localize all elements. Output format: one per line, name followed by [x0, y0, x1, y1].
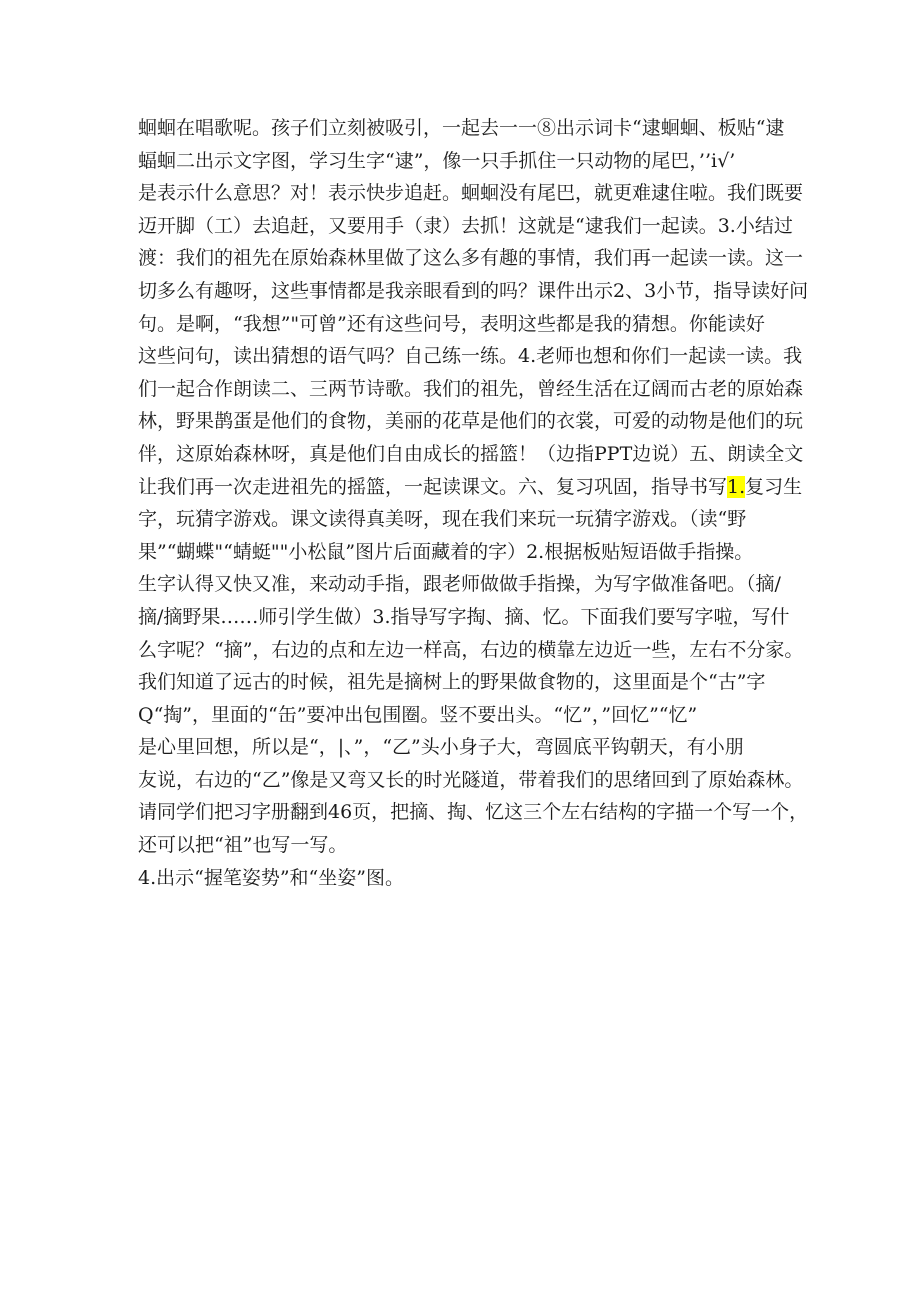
- text-line: 生字认得又快又准，来动动手指，跟老师做做手指操，为写字做准备吧。（摘/: [138, 573, 781, 596]
- text-line: 蝠蛔二出示文字图，学习生字“逮”，像一只手抓住一只动物的尾巴，’’ⅰ√’: [138, 149, 736, 172]
- text-line-with-highlight: [138, 471, 803, 504]
- text-line: 果”“蝴蝶"“蜻蜓""小松鼠”图片后面藏着的字）2.根据板贴短语做手指操。: [138, 540, 754, 563]
- text-line: 请同学们把习字册翻到46页，把摘、掏、忆这三个左右结构的字描一个写一个，: [138, 801, 809, 824]
- text-line: 是心里回想，所以是“，|、”，“乙”头小身子大，弯圆底平钩朝天，有小朋: [138, 736, 744, 759]
- text-line: 这些问句，读出猜想的语气吗？自己练一练。4.老师也想和你们一起读一读。我: [138, 345, 803, 368]
- text-line: 摘/摘野果……师引学生做）3.指导写字掏、摘、忆。下面我们要写字啦，写什: [138, 605, 790, 628]
- text-line: 么字呢？“摘”，右边的点和左边一样高，右边的横靠左边近一些，左右不分家。: [138, 638, 804, 661]
- text-line: 伴，这原始森林呀，真是他们自由成长的摇篮！（边指PPT边说）五、朗读全文: [138, 442, 804, 465]
- text-line: 林，野果鹊蛋是他们的食物，美丽的花草是他们的衣裳，可爱的动物是他们的玩: [138, 410, 804, 433]
- highlighted-text: 1.: [727, 475, 746, 498]
- text-segment: 复习生: [745, 475, 803, 498]
- text-line: 字，玩猜字游戏。课文读得真美呀，现在我们来玩一玩猜字游戏。（读“野: [138, 508, 747, 531]
- text-line: 切多么有趣呀，这些事情都是我亲眼看到的吗？课件出示2、3小节，指导读好问: [138, 279, 809, 302]
- text-line: 渡：我们的祖先在原始森林里做了这么多有趣的事情，我们再一起读一读。这一: [138, 247, 804, 270]
- text-line: 句。是啊，“我想”"可曾”还有这些问号，表明这些都是我的猜想。你能读好: [138, 312, 765, 335]
- text-line: 友说，右边的“乙”像是又弯又长的时光隧道，带着我们的思绪回到了原始森林。: [138, 768, 804, 791]
- text-line: 还可以把“祖”也写一写。: [138, 834, 348, 857]
- text-line: Q“掏”，里面的“缶”要冲出包围圈。竖不要出头。“忆”，”回忆”“忆”: [138, 703, 698, 726]
- text-line: 蛔蛔在唱歌呢。孩子们立刻被吸引，一起去一一⑧出示词卡“逮蛔蛔、板贴“逮: [138, 117, 785, 139]
- body-text: [138, 112, 809, 894]
- text-line: 们一起合作朗读二、三两节诗歌。我们的祖先，曾经生活在辽阔而古老的原始森: [138, 377, 804, 400]
- text-line: 我们知道了远古的时候，祖先是摘树上的野果做食物的，这里面是个“古”字: [138, 671, 766, 694]
- text-segment: 让我们再一次走进祖先的摇篮，一起读课文。六、复习巩固，指导书写: [138, 475, 728, 498]
- text-line: 是表示什么意思？对！表示快步追赶。蛔蛔没有尾巴，就更难逮住啦。我们既要: [138, 182, 804, 205]
- text-line: 4.出示“握笔姿势”和“坐姿”图。: [138, 866, 404, 889]
- text-line: 迈开脚（工）去追赶，又要用手（隶）去抓！这就是“逮我们一起读。3.小结过: [138, 214, 793, 237]
